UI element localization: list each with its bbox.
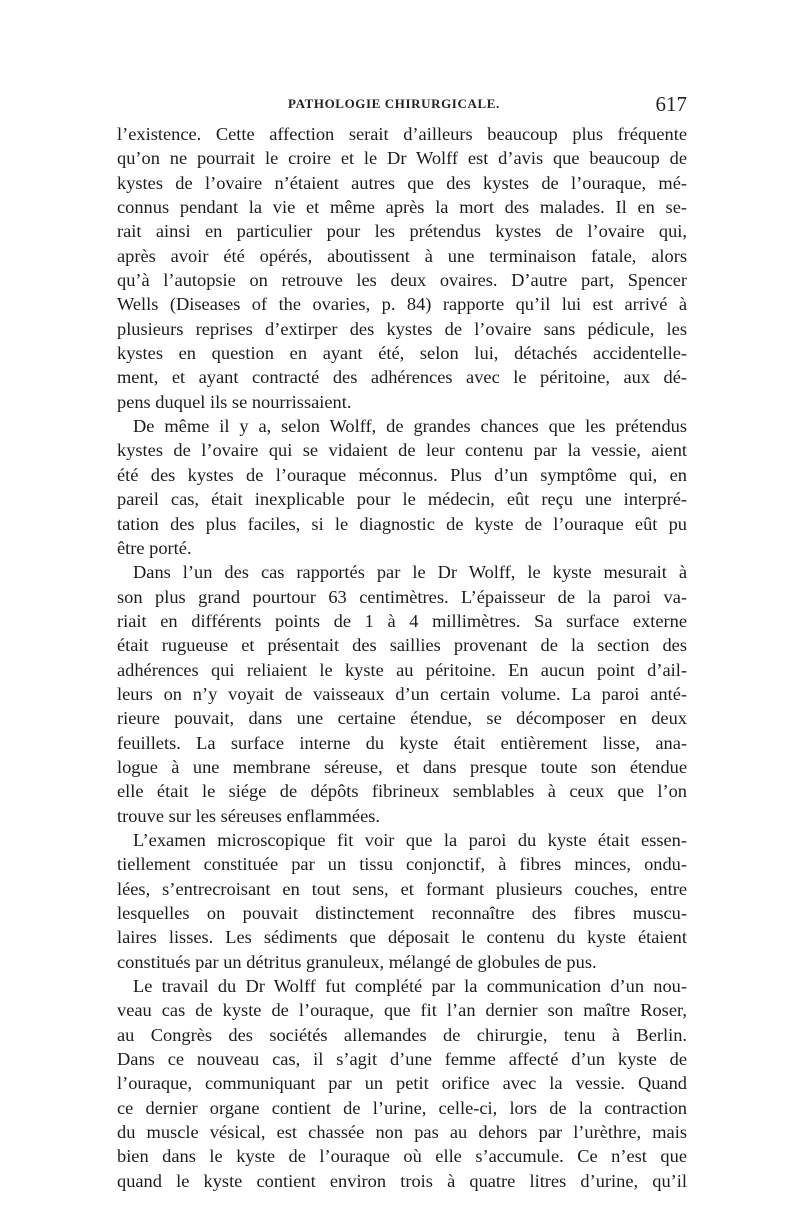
paragraph	[117, 560, 687, 828]
text-line: L’examen microscopique fit voir que la paroi du kyste était essen-	[133, 829, 687, 850]
text-line: Wells (Diseases of the ovaries, p. 84) rapporte qu’il lui est arrivé à	[117, 294, 687, 315]
paragraph	[117, 828, 687, 974]
text-line: logue à une membrane séreuse, et dans presque toute son étendue	[117, 756, 687, 777]
text-line: De même il y a, selon Wolff, de grandes chances que les prétendus	[133, 416, 687, 437]
text-line: l’ouraque, communiquant par un petit orifice avec la vessie. Quand	[117, 1073, 687, 1094]
text-line: être porté.	[117, 537, 192, 558]
text-line: rieure pouvait, dans une certaine étendue, se décomposer en deux	[117, 708, 687, 729]
text-line: après avoir été opérés, aboutissent à une terminaison fatale, alors	[117, 245, 687, 266]
page-number: 617	[655, 92, 687, 116]
text-line: son plus grand pourtour 63 centimètres. L’épaisseur de la paroi va-	[117, 586, 687, 607]
paragraph	[117, 974, 687, 1193]
text-line: Dans l’un des cas rapportés par le Dr Wolff, le kyste mesurait à	[133, 562, 687, 583]
text-line: adhérences qui reliaient le kyste au péritoine. En aucun point d’ail-	[117, 659, 687, 680]
page-header	[117, 92, 687, 122]
text-line: ment, et ayant contracté des adhérences avec le péritoine, aux dé-	[117, 367, 687, 388]
text-line: Le travail du Dr Wolff fut complété par la communication d’un nou-	[133, 976, 687, 997]
text-line: était rugueuse et présentait des saillies provenant de la section des	[117, 635, 687, 656]
text-line: veau cas de kyste de l’ouraque, que fit l’an dernier son maître Roser,	[117, 1000, 687, 1021]
text-line: lesquelles on pouvait distinctement reconnaître des fibres muscu-	[117, 903, 687, 923]
text-line: connus pendant la vie et même après la mort des malades. Il en se-	[117, 197, 687, 218]
text-line: été des kystes de l’ouraque méconnus. Plus d’un symptôme qui, en	[117, 464, 687, 485]
text-line: pens duquel ils se nourrissaient.	[117, 391, 352, 412]
text-line: kystes de l’ovaire qui se vidaient de leur contenu par la vessie, aient	[117, 440, 687, 461]
text-line: du muscle vésical, est chassée non pas au dehors par l’urèthre, mais	[117, 1122, 687, 1143]
text-line: qu’à l’autopsie on retrouve les deux ovaires. D’autre part, Spencer	[117, 270, 687, 291]
text-line: plusieurs reprises d’extirper des kystes de l’ovaire sans pédicule, les	[117, 318, 687, 339]
book-page	[117, 92, 687, 1193]
text-line: pareil cas, était inexplicable pour le médecin, eût reçu une interpré-	[117, 489, 687, 510]
text-line: kystes de l’ovaire n’étaient autres que des kystes de l’ouraque, mé-	[117, 172, 687, 193]
text-line: kystes en question en ayant été, selon lui, détachés accidentelle-	[117, 343, 687, 364]
text-line: laires lisses. Les sédiments que déposait le contenu du kyste étaient	[117, 927, 687, 948]
text-line: lées, s’entrecroisant en tout sens, et formant plusieurs couches, entre	[117, 878, 687, 899]
text-line: tation des plus faciles, si le diagnostic de kyste de l’ouraque eût pu	[117, 513, 687, 534]
running-title: PATHOLOGIE CHIRURGICALE.	[288, 96, 500, 111]
text-line: au Congrès des sociétés allemandes de chirurgie, tenu à Berlin.	[117, 1024, 687, 1045]
text-line: rait ainsi en particulier pour les prétendus kystes de l’ovaire qui,	[117, 221, 687, 242]
text-line: elle était le siége de dépôts fibrineux semblables à ceux que l’on	[117, 781, 687, 802]
text-line: bien dans le kyste de l’ouraque où elle s’accumule. Ce n’est que	[117, 1146, 687, 1167]
text-line: l’existence. Cette affection serait d’ailleurs beaucoup plus fréquente	[117, 124, 687, 144]
text-line: quand le kyste contient environ trois à quatre litres d’urine, qu’il	[117, 1170, 687, 1191]
text-line: Dans ce nouveau cas, il s’agit d’une femme affecté d’un kyste de	[117, 1049, 687, 1070]
text-line: riait en différents points de 1 à 4 millimètres. Sa surface externe	[117, 610, 687, 631]
text-line: constitués par un détritus granuleux, mélangé de globules de pus.	[117, 951, 597, 972]
paragraph	[117, 122, 687, 414]
text-line: qu’on ne pourrait le croire et le Dr Wolff est d’avis que beaucoup de	[117, 148, 687, 169]
text-line: leurs on n’y voyait de vaisseaux d’un certain volume. La paroi anté-	[117, 683, 687, 704]
text-line: tiellement constituée par un tissu conjonctif, à fibres minces, ondu-	[117, 854, 687, 875]
text-line: trouve sur les séreuses enflammées.	[117, 805, 381, 826]
body-text	[117, 122, 687, 1193]
text-line: ce dernier organe contient de l’urine, celle-ci, lors de la contraction	[117, 1097, 687, 1118]
text-line: feuillets. La surface interne du kyste était entièrement lisse, ana-	[117, 732, 687, 753]
paragraph	[117, 414, 687, 560]
